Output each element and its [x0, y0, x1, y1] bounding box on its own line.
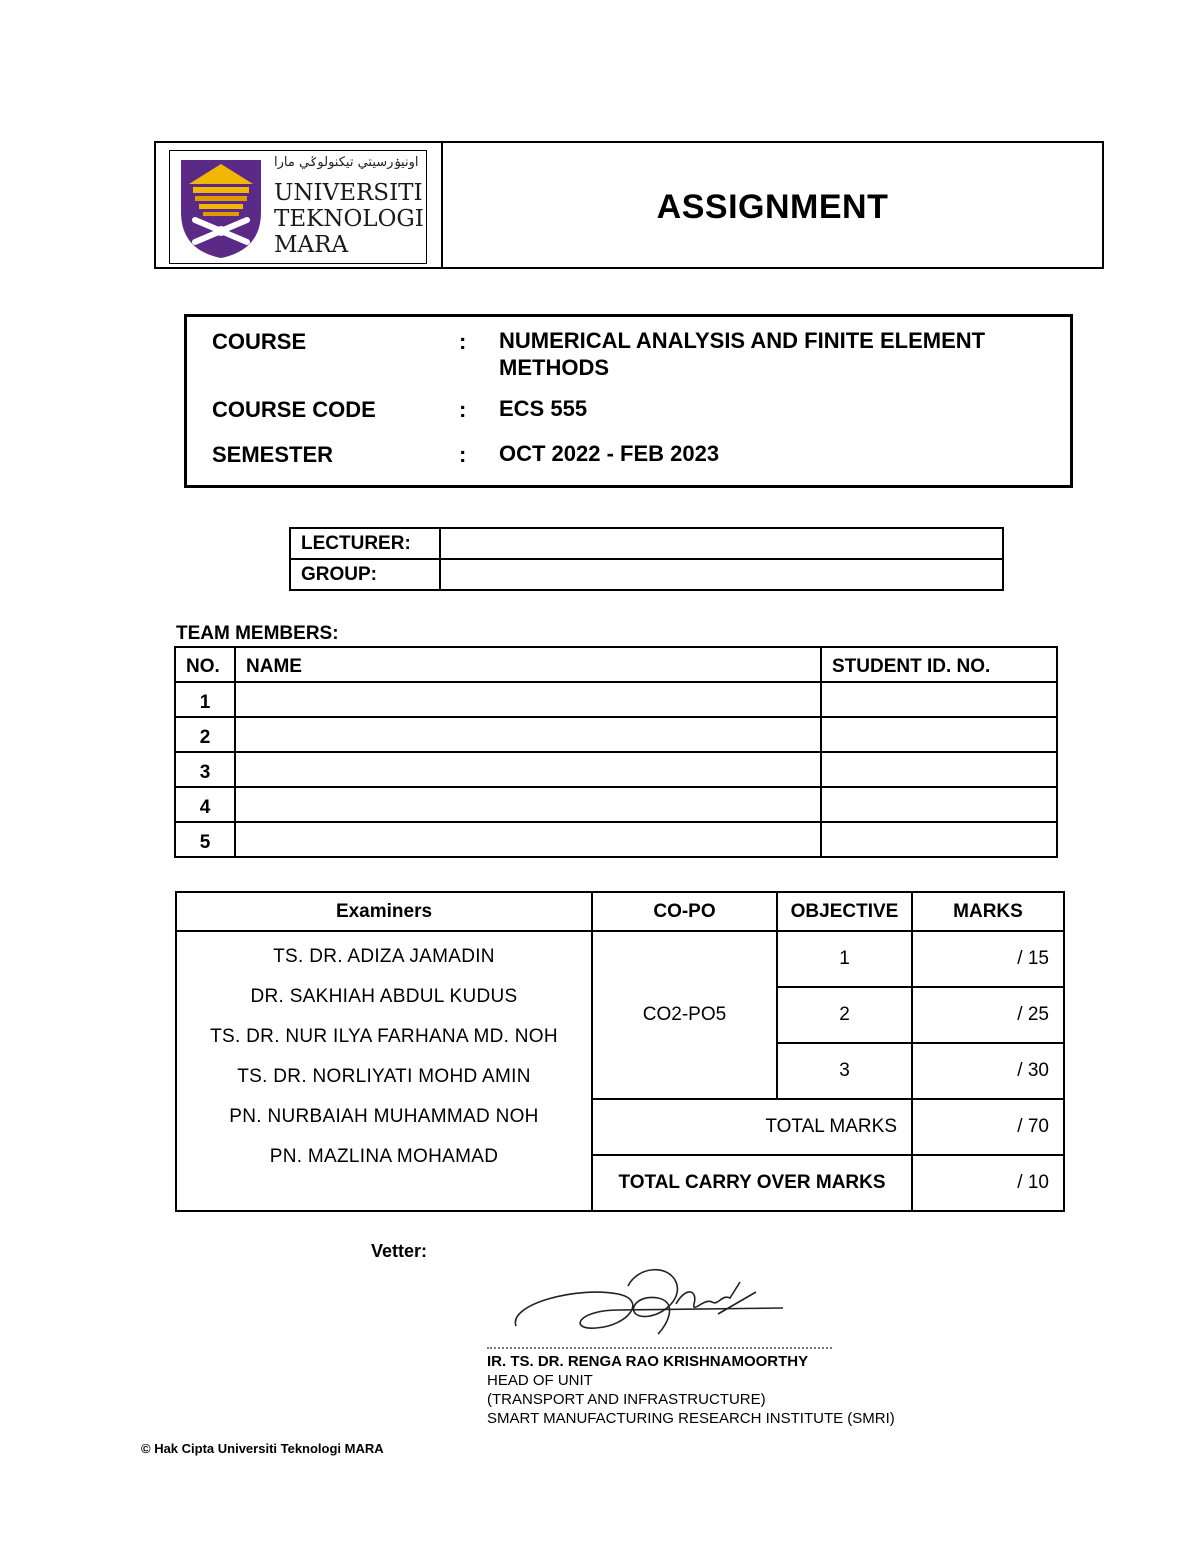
student-id-cell[interactable]: [821, 787, 1057, 822]
lecturer-label: LECTURER:: [290, 528, 440, 559]
course-colon: :: [459, 329, 467, 354]
table-row: [175, 822, 1057, 857]
row-number: 1: [175, 682, 235, 717]
name-cell[interactable]: [235, 682, 821, 717]
uitm-crest-icon: [173, 154, 269, 262]
logo-line-3: MARA: [274, 232, 349, 258]
examiners-list: [176, 931, 592, 1211]
objective-marks[interactable]: / 25: [912, 987, 1064, 1043]
signature-icon: [508, 1264, 793, 1344]
objective-number: 2: [777, 987, 912, 1043]
name-header: NAME: [235, 647, 821, 682]
course-code-value: ECS 555: [499, 396, 588, 421]
logo-line-1: UNIVERSITI: [274, 180, 423, 206]
row-number: 3: [175, 752, 235, 787]
examiner-name: TS. DR. NUR ILYA FARHANA MD. NOH: [210, 1026, 558, 1047]
name-cell[interactable]: [235, 787, 821, 822]
vetter-unit: (TRANSPORT AND INFRASTRUCTURE): [487, 1391, 766, 1408]
total-marks-label: TOTAL MARKS: [592, 1099, 912, 1155]
course-value: NUMERICAL ANALYSIS AND FINITE ELEMENT METHODS: [499, 328, 986, 380]
examiner-name: TS. DR. NORLIYATI MOHD AMIN: [237, 1066, 531, 1087]
vetter-name: IR. TS. DR. RENGA RAO KRISHNAMOORTHY: [487, 1353, 809, 1370]
team-header-row: [175, 647, 1057, 682]
course-info-box: [184, 314, 1073, 488]
examiner-name: PN. MAZLINA MOHAMAD: [269, 1146, 499, 1167]
no-header: NO.: [175, 647, 235, 682]
copo-value: CO2-PO5: [592, 931, 777, 1099]
table-row: [175, 717, 1057, 752]
vetter-position: HEAD OF UNIT: [487, 1372, 593, 1389]
course-code-colon: :: [459, 397, 467, 422]
team-members-label: TEAM MEMBERS:: [176, 623, 339, 644]
name-cell[interactable]: [235, 752, 821, 787]
student-id-cell[interactable]: [821, 752, 1057, 787]
semester-colon: :: [459, 442, 467, 467]
vetter-label: Vetter:: [371, 1241, 428, 1261]
table-row: [175, 682, 1057, 717]
semester-label: SEMESTER: [212, 442, 334, 467]
student-id-cell[interactable]: [821, 717, 1057, 752]
course-code-label: COURSE CODE: [212, 397, 376, 422]
total-marks-value[interactable]: / 70: [912, 1099, 1064, 1155]
lecturer-group-table: [289, 527, 1004, 591]
copyright-notice: © Hak Cipta Universiti Teknologi MARA: [141, 1441, 384, 1456]
student-id-cell[interactable]: [821, 682, 1057, 717]
objective-marks[interactable]: / 15: [912, 931, 1064, 987]
group-row: [290, 559, 1003, 590]
name-cell[interactable]: [235, 717, 821, 752]
signature-line: [487, 1347, 832, 1349]
copo-header: CO-PO: [592, 892, 777, 931]
row-number: 5: [175, 822, 235, 857]
group-field[interactable]: [440, 559, 1003, 590]
assessment-table: [175, 891, 1065, 1212]
examiners-header: Examiners: [176, 892, 592, 931]
objective-header: OBJECTIVE: [777, 892, 912, 931]
table-row: [175, 752, 1057, 787]
group-label: GROUP:: [290, 559, 440, 590]
examiner-name: DR. SAKHIAH ABDUL KUDUS: [250, 986, 518, 1007]
carry-over-value[interactable]: / 10: [912, 1155, 1064, 1211]
lecturer-field[interactable]: [440, 528, 1003, 559]
objective-number: 1: [777, 931, 912, 987]
marks-header: MARKS: [912, 892, 1064, 931]
examiner-name: TS. DR. ADIZA JAMADIN: [273, 946, 495, 967]
course-label: COURSE: [212, 329, 307, 354]
document-title: ASSIGNMENT: [656, 188, 889, 226]
logo-line-2: TEKNOLOGI: [274, 206, 424, 232]
lecturer-row: [290, 528, 1003, 559]
university-logo: [169, 150, 427, 264]
objective-row: [176, 931, 1064, 987]
table-row: [175, 787, 1057, 822]
carry-over-label: TOTAL CARRY OVER MARKS: [592, 1155, 912, 1211]
team-members-table: [174, 646, 1058, 858]
vetter-institute: SMART MANUFACTURING RESEARCH INSTITUTE (SMRI): [487, 1410, 895, 1427]
student-id-header: STUDENT ID. NO.: [821, 647, 1057, 682]
logo-arabic-text: اونيۏرسيتي تيكنولوݢي مارا: [274, 155, 419, 170]
semester-value: OCT 2022 - FEB 2023: [499, 441, 720, 466]
objective-marks[interactable]: / 30: [912, 1043, 1064, 1099]
objective-number: 3: [777, 1043, 912, 1099]
examiner-name: PN. NURBAIAH MUHAMMAD NOH: [229, 1106, 539, 1127]
assessment-header-row: [176, 892, 1064, 931]
student-id-cell[interactable]: [821, 822, 1057, 857]
name-cell[interactable]: [235, 822, 821, 857]
row-number: 2: [175, 717, 235, 752]
row-number: 4: [175, 787, 235, 822]
